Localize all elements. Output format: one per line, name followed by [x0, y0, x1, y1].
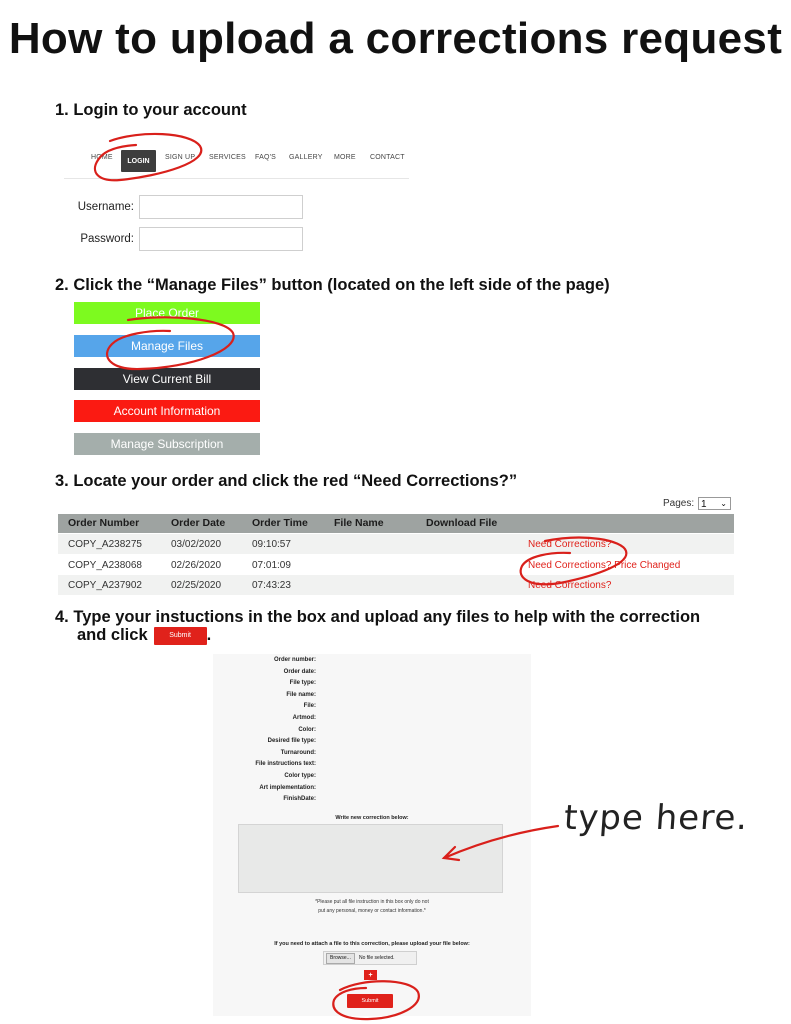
nav-services[interactable]: SERVICES: [209, 154, 246, 161]
order-date: 03/02/2020: [171, 539, 222, 550]
textarea-label: Write new correction below:: [335, 815, 409, 821]
order-number: COPY_A238068: [68, 560, 142, 571]
step-2-heading: 2. Click the “Manage Files” button (located on the left side of the page): [55, 276, 610, 294]
place-order-button[interactable]: Place Order: [74, 302, 260, 324]
step-4-period: .: [206, 626, 212, 644]
password-field[interactable]: [139, 227, 303, 251]
need-corrections-link[interactable]: Need Corrections?: [528, 539, 612, 550]
page-title: How to upload a corrections request: [8, 14, 783, 63]
type-here-annotation: type here.: [562, 798, 750, 838]
form-label: Art implementation:: [259, 785, 316, 791]
correction-textarea[interactable]: [238, 824, 503, 893]
file-upload: [323, 951, 417, 965]
column-header: Order Number: [68, 517, 140, 529]
inline-submit-button: Submit: [154, 627, 207, 645]
form-label: FinishDate:: [283, 796, 316, 802]
column-header: File Name: [334, 517, 384, 529]
order-date: 02/25/2020: [171, 580, 222, 591]
browse-button[interactable]: Browse...: [326, 953, 355, 964]
submit-button[interactable]: Submit: [347, 994, 393, 1008]
table-row: [58, 575, 734, 595]
manage-files-button[interactable]: Manage Files: [74, 335, 260, 357]
form-label: File name:: [286, 692, 316, 698]
form-label: Color type:: [284, 773, 316, 779]
manage-subscription-button[interactable]: Manage Subscription: [74, 433, 260, 455]
order-number: COPY_A238275: [68, 539, 142, 550]
note-line-1: *Please put all file instruction in this box only do not: [315, 899, 429, 905]
nav-login-button[interactable]: LOGIN: [121, 150, 156, 172]
chevron-down-icon: ⌄: [720, 499, 727, 508]
account-information-button[interactable]: Account Information: [74, 400, 260, 422]
column-header: Download File: [426, 517, 498, 529]
order-time: 07:43:23: [252, 580, 291, 591]
table-row: [58, 555, 734, 575]
step-3-heading: 3. Locate your order and click the red “Need Corrections?”: [55, 472, 518, 490]
form-label: Order number:: [273, 657, 316, 663]
form-label: File:: [303, 703, 316, 709]
nav-home[interactable]: HOME: [91, 154, 113, 161]
form-label: Color:: [298, 727, 316, 733]
order-time: 07:01:09: [252, 560, 291, 571]
step-4-heading: 4. Type your instuctions in the box and upload any files to help with the correction: [55, 608, 701, 626]
pages-label: Pages:: [663, 498, 695, 509]
nav-faqs[interactable]: FAQ'S: [255, 154, 277, 161]
attach-label: If you need to attach a file to this correction, please upload your file below:: [274, 941, 470, 947]
note-line-2: put any personal, money or contact information.*: [318, 908, 426, 914]
order-time: 09:10:57: [252, 539, 291, 550]
nav-more[interactable]: MORE: [334, 154, 356, 161]
add-file-button[interactable]: +: [364, 970, 377, 980]
need-corrections-link[interactable]: Need Corrections?: [528, 580, 612, 591]
form-label: File instructions text:: [255, 761, 316, 767]
no-file-text: No file selected.: [359, 955, 395, 961]
pages-select[interactable]: [698, 497, 731, 510]
username-label: Username:: [77, 201, 134, 213]
column-header: Order Time: [252, 517, 308, 529]
username-field[interactable]: [139, 195, 303, 219]
step-4-and-click: and click: [77, 626, 148, 644]
orders-table: [58, 494, 734, 591]
column-header: Order Date: [171, 517, 226, 529]
correction-form: [213, 654, 531, 1016]
site-nav: [64, 146, 409, 179]
table-row: [58, 534, 734, 554]
order-number: COPY_A237902: [68, 580, 142, 591]
password-label: Password:: [80, 233, 134, 245]
form-label: Turnaround:: [280, 750, 316, 756]
order-date: 02/26/2020: [171, 560, 222, 571]
nav-gallery[interactable]: GALLERY: [289, 154, 323, 161]
step-1-heading: 1. Login to your account: [55, 101, 247, 119]
pages-select-value: 1: [701, 499, 707, 510]
form-label: Artmod:: [292, 715, 316, 721]
table-header: [58, 514, 734, 533]
form-label: Order date:: [283, 669, 316, 675]
form-label: File type:: [289, 680, 316, 686]
step-4-heading-line2: [77, 626, 211, 645]
nav-signup[interactable]: SIGN UP: [165, 154, 196, 161]
form-label: Desired file type:: [267, 738, 316, 744]
need-corrections-link[interactable]: Need Corrections? Price Changed: [528, 560, 681, 571]
nav-contact[interactable]: CONTACT: [370, 154, 405, 161]
view-current-bill-button[interactable]: View Current Bill: [74, 368, 260, 390]
